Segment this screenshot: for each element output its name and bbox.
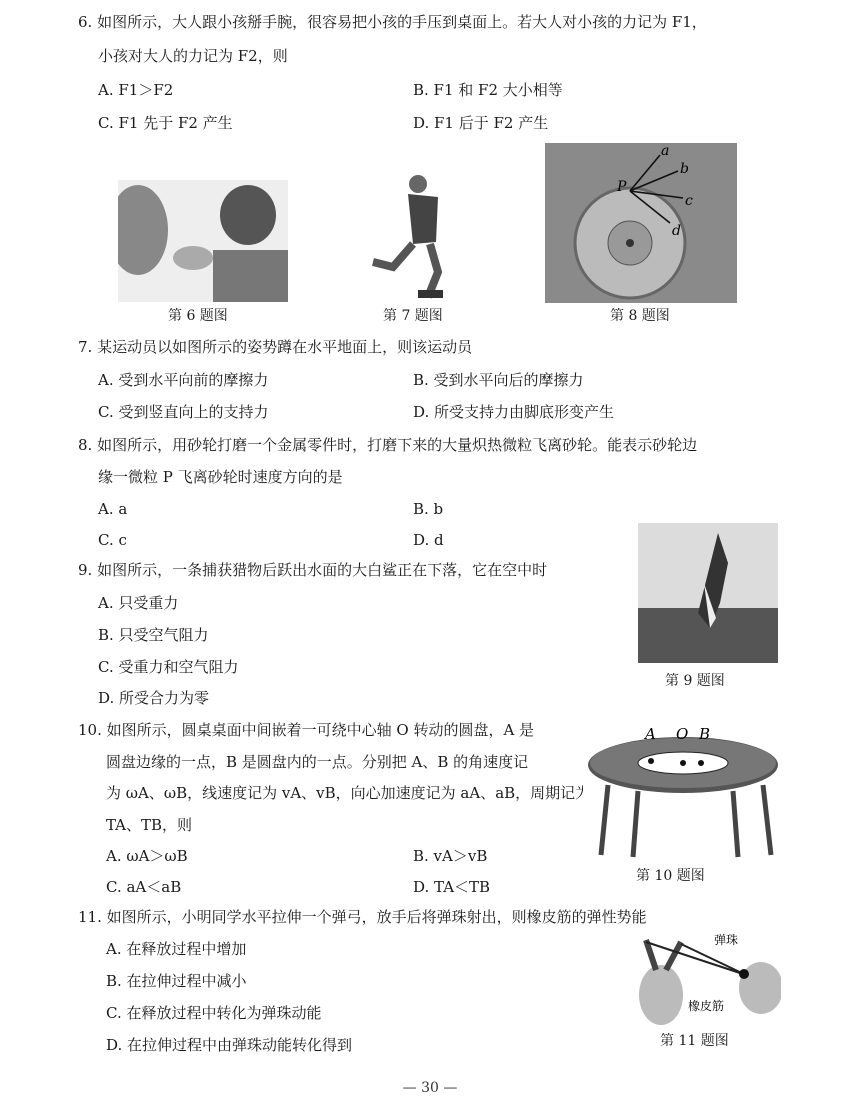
figure-8-label-p: P bbox=[617, 179, 627, 195]
q8-stem-line1: 8. 如图所示，用砂轮打磨一个金属零件时，打磨下来的大量炽热微粒飞离砂轮。能表示砂轮边 bbox=[78, 436, 698, 454]
q7-option-b: B. 受到水平向后的摩擦力 bbox=[413, 371, 584, 389]
q8-stem-line2: 缘一微粒 P 飞离砂轮时速度方向的是 bbox=[98, 468, 343, 486]
q11-stem: 11. 如图所示，小明同学水平拉伸一个弹弓，放手后将弹珠射出，则橡皮筋的弹性势能 bbox=[78, 908, 647, 926]
figure-10-caption: 第 10 题图 bbox=[636, 868, 705, 884]
q11-option-b: B. 在拉伸过程中减小 bbox=[106, 972, 247, 990]
figure-10-label-o: O bbox=[676, 725, 689, 743]
figure-9-caption: 第 9 题图 bbox=[665, 673, 725, 689]
page-number: — 30 — bbox=[402, 1080, 458, 1096]
figure-9-shark bbox=[638, 523, 778, 663]
figure-11-label-rubber-band: 橡皮筋 bbox=[688, 999, 725, 1013]
q10-option-a: A. ωA＞ωB bbox=[106, 847, 188, 865]
figure-11-label-marble: 弹珠 bbox=[714, 933, 739, 947]
figure-8-caption: 第 8 题图 bbox=[610, 308, 670, 324]
q6-option-d: D. F1 后于 F2 产生 bbox=[413, 114, 549, 132]
q11-option-a: A. 在释放过程中增加 bbox=[106, 940, 247, 958]
figure-10-round-table bbox=[583, 725, 783, 860]
figure-8-label-c: c bbox=[685, 193, 693, 209]
q10-option-d: D. TA＜TB bbox=[413, 878, 491, 896]
q7-option-c: C. 受到竖直向上的支持力 bbox=[98, 403, 269, 421]
figure-10-label-a: A bbox=[645, 725, 656, 743]
figure-8-label-d: d bbox=[672, 223, 681, 239]
q7-option-d: D. 所受支持力由脚底形变产生 bbox=[413, 403, 615, 421]
q9-stem: 9. 如图所示，一条捕获猎物后跃出水面的大白鲨正在下落，它在空中时 bbox=[78, 561, 548, 579]
q10-stem-line3: 为 ωA、ωB，线速度记为 vA、vB，向心加速度记为 aA、aB，周期记为 bbox=[106, 784, 591, 802]
q6-stem-line2: 小孩对大人的力记为 F2，则 bbox=[98, 47, 288, 65]
q10-option-b: B. vA＞vB bbox=[413, 847, 488, 865]
figure-11-caption: 第 11 题图 bbox=[660, 1033, 729, 1049]
figure-10-label-b: B bbox=[699, 725, 711, 743]
q9-option-c: C. 受重力和空气阻力 bbox=[98, 658, 239, 676]
q6-stem-line1: 6. 如图所示，大人跟小孩掰手腕，很容易把小孩的手压到桌面上。若大人对小孩的力记为 F1， bbox=[78, 13, 707, 31]
figure-7-caption: 第 7 题图 bbox=[383, 308, 443, 324]
figure-6-caption: 第 6 题图 bbox=[168, 308, 228, 324]
q8-option-c: C. c bbox=[98, 531, 127, 549]
q10-stem-line1: 10. 如图所示，圆桌桌面中间嵌着一可绕中心轴 O 转动的圆盘，A 是 bbox=[78, 721, 535, 739]
q9-option-d: D. 所受合力为零 bbox=[98, 689, 210, 707]
q10-stem-line2: 圆盘边缘的一点，B 是圆盘内的一点。分别把 A、B 的角速度记 bbox=[106, 753, 529, 771]
figure-6-arm-wrestling bbox=[118, 180, 288, 302]
figure-8-label-a: a bbox=[661, 143, 670, 159]
q8-option-b: B. b bbox=[413, 500, 444, 518]
q6-option-a: A. F1＞F2 bbox=[98, 81, 174, 99]
q10-option-c: C. aA＜aB bbox=[106, 878, 182, 896]
q11-option-c: C. 在释放过程中转化为弹珠动能 bbox=[106, 1004, 322, 1022]
figure-8-grinding-wheel bbox=[545, 143, 737, 303]
q11-option-d: D. 在拉伸过程中由弹珠动能转化得到 bbox=[106, 1036, 353, 1054]
q9-option-b: B. 只受空气阻力 bbox=[98, 626, 209, 644]
q10-stem-line4: TA、TB，则 bbox=[106, 816, 193, 834]
figure-8-label-b: b bbox=[680, 161, 689, 177]
q8-option-a: A. a bbox=[98, 500, 128, 518]
q7-stem: 7. 某运动员以如图所示的姿势蹲在水平地面上，则该运动员 bbox=[78, 338, 473, 356]
q6-option-c: C. F1 先于 F2 产生 bbox=[98, 114, 233, 132]
q8-option-d: D. d bbox=[413, 531, 444, 549]
figure-7-squatting-athlete bbox=[368, 172, 466, 302]
q9-option-a: A. 只受重力 bbox=[98, 594, 179, 612]
q7-option-a: A. 受到水平向前的摩擦力 bbox=[98, 371, 269, 389]
q6-option-b: B. F1 和 F2 大小相等 bbox=[413, 81, 563, 99]
figure-11-slingshot bbox=[636, 930, 781, 1025]
